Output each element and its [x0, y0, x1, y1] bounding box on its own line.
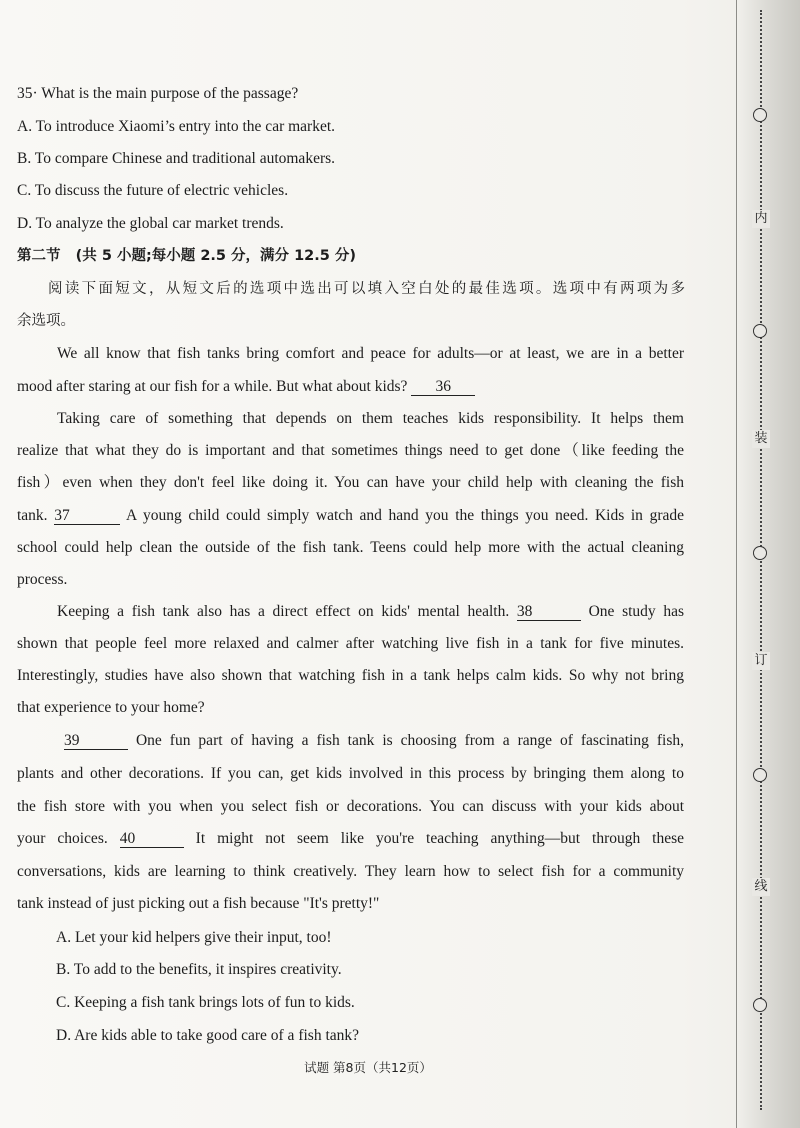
passage-p3-line-1	[57, 602, 684, 622]
binding-hole-mark	[753, 324, 767, 338]
choice-d: D. Are kids able to take good care of a fish tank?	[56, 1027, 360, 1044]
binding-dotted-line	[760, 10, 762, 1110]
passage-p2-line-2: realize that what they do is important and that sometimes things need to get done（like feeding the	[17, 442, 684, 459]
page-footer: 试题 第8页（共12页）	[304, 1060, 432, 1075]
passage-p4-line-6: tank instead of just picking out a fish because "It's pretty!"	[17, 895, 380, 912]
passage-p2-line-3: fish）even when they don't feel like doing it. You can have your child help with cleaning the fish	[17, 474, 684, 491]
page-fold-line	[736, 0, 737, 1128]
passage-p4-line-5: conversations, kids are learning to think creatively. They learn how to select fish for a community	[17, 863, 684, 880]
passage-p3-text-pre: Keeping a fish tank also has a direct effect on kids' mental health.	[57, 603, 510, 620]
question-35-option-b: B. To compare Chinese and traditional automakers.	[17, 150, 336, 167]
passage-p1-line-1: We all know that fish tanks bring comfort and peace for adults—or at least, we are in a better	[57, 345, 684, 362]
choice-a: A. Let your kid helpers give their input, too!	[56, 929, 332, 946]
binding-hole-mark	[753, 108, 767, 122]
choice-c: C. Keeping a fish tank brings lots of fun to kids.	[56, 994, 355, 1011]
blank-39: 39	[64, 733, 128, 750]
blank-37: 37	[54, 508, 120, 525]
binding-margin	[738, 0, 800, 1128]
passage-p4-text-post2: It might not seem like you're teaching anything—but through these	[195, 830, 685, 847]
binding-char-nei: 内	[752, 210, 770, 228]
section-score-info: (共 5 小题;每小题 2.5 分，满分 12.5 分)	[75, 248, 357, 264]
passage-p4-text-post: One fun part of having a fish tank is choosing from a range of fascinating fish,	[135, 732, 684, 749]
passage-p1-line-2	[17, 377, 475, 397]
passage-p4-line-1	[64, 731, 684, 751]
passage-p4-text-pre: your choices.	[17, 830, 108, 847]
passage-p3-line-3: Interestingly, studies have also shown that watching fish in a tank helps calm kids. So why not bring	[17, 667, 684, 684]
instructions-line-2: 余选项。	[17, 313, 75, 329]
binding-hole-mark	[753, 768, 767, 782]
passage-p3-text-post: One study has	[588, 603, 684, 620]
passage-p3-line-4: that experience to your home?	[17, 699, 205, 716]
instructions-line-1: 阅读下面短文，从短文后的选项中选出可以填入空白处的最佳选项。选项中有两项为多	[48, 281, 685, 297]
passage-p2-line-1: Taking care of something that depends on them teaches kids responsibility. It helps them	[57, 410, 684, 427]
passage-p2-line-4	[17, 506, 684, 526]
section-heading	[17, 246, 356, 266]
passage-p2-line-6: process.	[17, 571, 68, 588]
binding-hole-mark	[753, 546, 767, 560]
question-35-option-a: A. To introduce Xiaomi’s entry into the car market.	[17, 118, 336, 135]
binding-hole-mark	[753, 998, 767, 1012]
passage-p2-line-5: school could help clean the outside of the fish tank. Teens could help more with the actual cleaning	[17, 539, 684, 556]
binding-char-zhuang: 装	[752, 430, 770, 448]
passage-p1-text: mood after staring at our fish for a while. But what about kids?	[17, 378, 408, 395]
blank-38: 38	[517, 604, 581, 621]
passage-p3-line-2: shown that people feel more relaxed and calmer after watching live fish in a tank for five minutes.	[17, 635, 684, 652]
question-35-option-c: C. To discuss the future of electric vehicles.	[17, 182, 289, 199]
question-35-stem: 35· What is the main purpose of the passage?	[17, 85, 299, 102]
binding-char-ding: 订	[752, 652, 770, 670]
blank-40: 40	[120, 831, 184, 848]
binding-char-xian: 线	[752, 878, 770, 896]
choice-b: B. To add to the benefits, it inspires creativity.	[56, 961, 342, 978]
blank-36: 36	[411, 379, 475, 396]
passage-p2-text-pre: tank.	[17, 507, 48, 524]
question-35-option-d: D. To analyze the global car market trends.	[17, 215, 284, 232]
section-title: 第二节	[17, 248, 61, 264]
passage-p4-line-2: plants and other decorations. If you can, get kids involved in this process by bringing them along to	[17, 765, 684, 782]
passage-p4-line-3: the fish store with you when you select fish or decorations. You can discuss with your kids about	[17, 798, 684, 815]
passage-p2-text-post: A young child could simply watch and hand you the things you need. Kids in grade	[125, 507, 684, 524]
passage-p4-line-4	[17, 829, 684, 849]
